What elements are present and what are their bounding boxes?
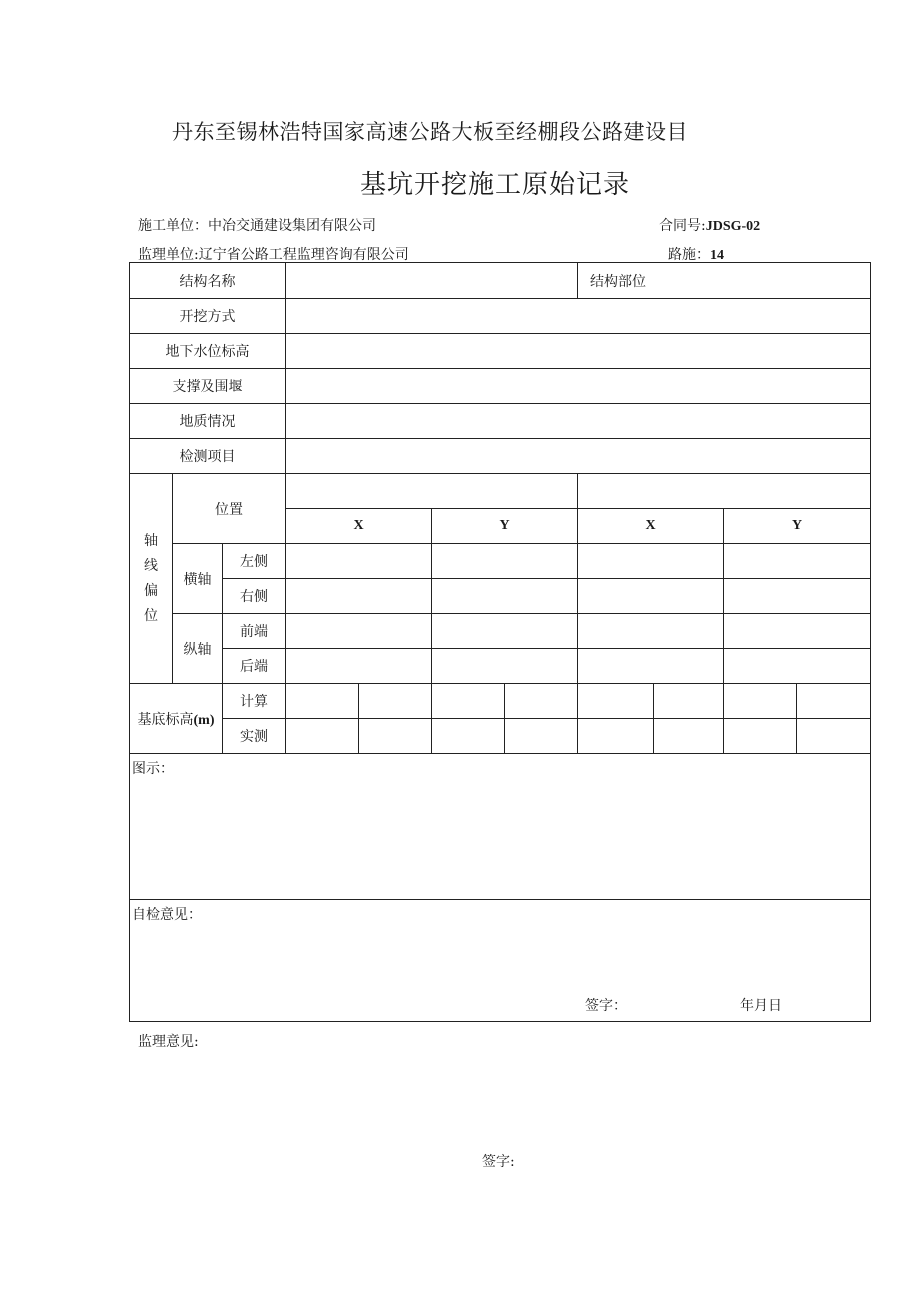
data-cell[interactable] (286, 684, 359, 719)
inspection-items-field[interactable] (286, 439, 871, 474)
data-cell[interactable] (578, 684, 654, 719)
self-check-area[interactable] (130, 900, 871, 1022)
form-title: 基坑开挖施工原始记录 (360, 170, 631, 200)
base-elevation-text: 基底标高 (137, 711, 194, 728)
road-value: 14 (710, 248, 724, 263)
groundwater-level-field[interactable] (286, 334, 871, 369)
data-cell[interactable] (286, 649, 432, 684)
data-cell[interactable] (797, 684, 871, 719)
excavation-method-field[interactable] (286, 299, 871, 334)
data-cell[interactable] (724, 684, 797, 719)
base-elevation-label (130, 684, 223, 754)
left-side-label: 左侧 (223, 544, 286, 579)
table-row (130, 754, 871, 900)
supervision-unit-label: 监理单位: (138, 247, 199, 263)
table-row (130, 369, 871, 404)
structure-name-field[interactable] (286, 263, 578, 299)
structure-part-label: 结构部位 (578, 263, 871, 299)
data-cell[interactable] (286, 719, 359, 754)
project-title: 丹东至锡林浩特国家高速公路大板至经棚段公路建设目 (172, 120, 688, 144)
transverse-axis-label: 横轴 (173, 544, 223, 614)
data-cell[interactable] (578, 544, 724, 579)
table-row (130, 579, 871, 614)
data-cell[interactable] (505, 719, 578, 754)
table-row (130, 719, 871, 754)
data-cell[interactable] (432, 579, 578, 614)
construction-unit-line (138, 215, 376, 235)
table-row (130, 649, 871, 684)
longitudinal-axis-label: 纵轴 (173, 614, 223, 684)
self-check-sign-label: 签字： (585, 998, 627, 1014)
record-table (129, 262, 871, 1022)
table-row (130, 404, 871, 439)
support-cofferdam-label: 支撑及围堰 (130, 369, 286, 404)
table-row (130, 263, 871, 299)
data-cell[interactable] (432, 719, 505, 754)
right-side-label: 右侧 (223, 579, 286, 614)
front-end-label: 前端 (223, 614, 286, 649)
groundwater-level-label: 地下水位标高 (130, 334, 286, 369)
diagram-area[interactable] (130, 754, 871, 900)
data-cell[interactable] (724, 649, 871, 684)
axis-offset-char: 轴 (144, 532, 158, 549)
calculated-label: 计算 (223, 684, 286, 719)
table-row (130, 299, 871, 334)
supervision-opinion-label: 监理意见: (138, 1034, 199, 1050)
construction-unit-label: 施工单位： (138, 218, 208, 234)
self-check-label: 自检意见： (132, 907, 202, 923)
table-row (130, 474, 871, 509)
road-label: 路施： (668, 247, 710, 263)
data-cell[interactable] (432, 684, 505, 719)
supervision-unit-line (138, 244, 409, 264)
contract-no-label: 合同号: (659, 218, 706, 234)
measured-label: 实测 (223, 719, 286, 754)
geology-field[interactable] (286, 404, 871, 439)
self-check-date-label: 年月日 (740, 998, 782, 1014)
x-header-1: X (286, 509, 432, 544)
data-cell[interactable] (432, 544, 578, 579)
position-label: 位置 (173, 474, 286, 544)
rear-end-label: 后端 (223, 649, 286, 684)
construction-unit-value: 中冶交通建设集团有限公司 (208, 218, 376, 234)
data-cell[interactable] (724, 614, 871, 649)
data-cell[interactable] (797, 719, 871, 754)
data-cell[interactable] (505, 684, 578, 719)
diagram-label: 图示： (132, 761, 174, 777)
data-cell[interactable] (578, 649, 724, 684)
axis-offset-label (130, 474, 173, 684)
support-cofferdam-field[interactable] (286, 369, 871, 404)
data-cell[interactable] (432, 649, 578, 684)
position-group-1[interactable] (286, 474, 578, 509)
axis-offset-char: 位 (144, 607, 158, 624)
data-cell[interactable] (724, 544, 871, 579)
table-row (130, 614, 871, 649)
y-header-1: Y (432, 509, 578, 544)
data-cell[interactable] (286, 544, 432, 579)
base-elevation-unit: (m) (193, 712, 215, 728)
table-row (130, 334, 871, 369)
axis-offset-char: 线 (144, 557, 158, 574)
position-group-2[interactable] (578, 474, 871, 509)
y-header-2: Y (724, 509, 871, 544)
data-cell[interactable] (286, 614, 432, 649)
table-row (130, 439, 871, 474)
structure-name-label: 结构名称 (130, 263, 286, 299)
data-cell[interactable] (724, 719, 797, 754)
data-cell[interactable] (578, 614, 724, 649)
contract-no-value: JDSG-02 (705, 219, 761, 234)
inspection-items-label: 检测项目 (130, 439, 286, 474)
data-cell[interactable] (286, 579, 432, 614)
data-cell[interactable] (654, 684, 724, 719)
supervision-sign-label: 签字: (482, 1154, 515, 1170)
data-cell[interactable] (578, 579, 724, 614)
excavation-method-label: 开挖方式 (130, 299, 286, 334)
data-cell[interactable] (578, 719, 654, 754)
table-row (130, 900, 871, 1022)
data-cell[interactable] (432, 614, 578, 649)
data-cell[interactable] (724, 579, 871, 614)
supervision-unit-value: 辽宁省公路工程监理咨询有限公司 (198, 247, 409, 263)
table-row (130, 684, 871, 719)
table-row (130, 544, 871, 579)
x-header-2: X (578, 509, 724, 544)
data-cell[interactable] (654, 719, 724, 754)
data-cell[interactable] (359, 684, 432, 719)
data-cell[interactable] (359, 719, 432, 754)
axis-offset-char: 偏 (144, 582, 158, 599)
geology-label: 地质情况 (130, 404, 286, 439)
contract-no-line (659, 215, 760, 235)
road-line (668, 244, 724, 264)
